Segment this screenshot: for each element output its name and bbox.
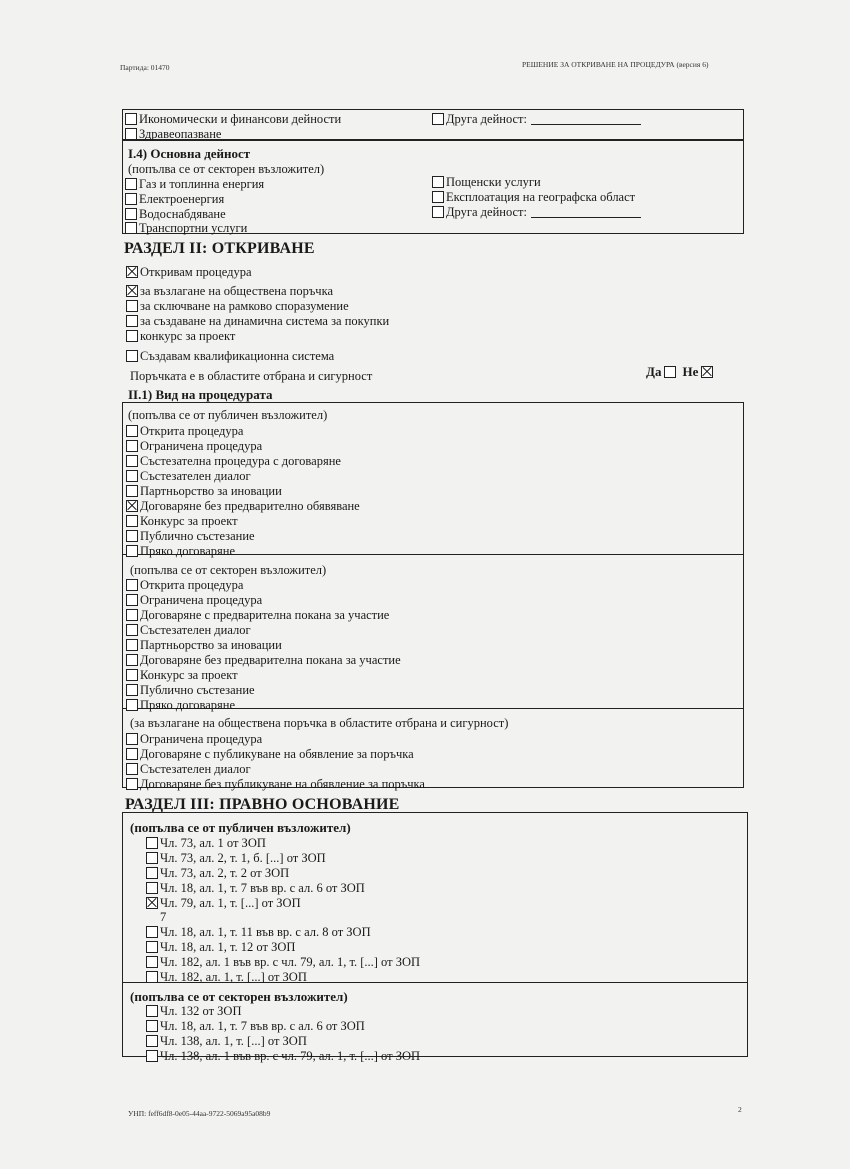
checkbox[interactable]: [146, 971, 158, 983]
checkbox[interactable]: [126, 778, 138, 790]
option-label: Чл. 73, ал. 1 от ЗОП: [160, 836, 266, 850]
main-activity-note: (попълва се от секторен възложител): [128, 162, 325, 176]
option-row[interactable]: [126, 608, 389, 622]
activity-economic[interactable]: Икономически и финансови дейности: [125, 112, 341, 126]
option-row[interactable]: [146, 851, 326, 865]
option-label: Партньорство за иновации: [140, 638, 282, 652]
checkbox[interactable]: [126, 684, 138, 696]
other-main-activity-field[interactable]: [531, 207, 641, 218]
checkbox[interactable]: [126, 440, 138, 452]
option-label: Чл. 73, ал. 2, т. 1, б. [...] от ЗОП: [160, 851, 326, 865]
checkbox-checked[interactable]: [146, 897, 158, 909]
checkbox[interactable]: [146, 1035, 158, 1047]
option-label: Ограничена процедура: [140, 732, 263, 746]
checkbox[interactable]: [126, 654, 138, 666]
option-label: Пряко договаряне: [140, 544, 236, 558]
option-label: Открита процедура: [140, 578, 244, 592]
checkbox[interactable]: [126, 609, 138, 621]
option-row[interactable]: [126, 499, 360, 513]
checkbox[interactable]: [126, 425, 138, 437]
option-label: Ограничена процедура: [140, 439, 263, 453]
checkbox[interactable]: [126, 530, 138, 542]
checkbox[interactable]: [432, 191, 444, 203]
sector-procedure-note: (попълва се от секторен възложител): [130, 563, 327, 577]
for-public-contract[interactable]: за възлагане на обществена поръчка: [126, 284, 333, 298]
option-label: Партньорство за иновации: [140, 484, 282, 498]
activity-healthcare[interactable]: Здравеопазване: [125, 127, 221, 141]
option-row[interactable]: [146, 925, 371, 939]
option-row[interactable]: [126, 747, 414, 761]
for-dynamic-system[interactable]: за създаване на динамична система за покупки: [126, 314, 389, 328]
option-label: Конкурс за проект: [140, 514, 238, 528]
checkbox[interactable]: [126, 350, 138, 362]
checkbox[interactable]: [126, 699, 138, 711]
open-procedure[interactable]: Откривам процедура: [126, 265, 252, 279]
option-row[interactable]: [126, 732, 262, 746]
public-legal-note: (попълва се от публичен възложител): [130, 820, 351, 835]
option-row[interactable]: [126, 529, 255, 543]
option-row[interactable]: [126, 514, 238, 528]
checkbox[interactable]: [126, 300, 138, 312]
option-label: Чл. 132 от ЗОП: [160, 1004, 242, 1018]
sector-legal-note: (попълва се от секторен възложител): [130, 989, 348, 1004]
option-row[interactable]: [146, 970, 307, 984]
checkbox[interactable]: [126, 669, 138, 681]
checkbox[interactable]: [146, 1050, 158, 1062]
checkbox[interactable]: [146, 1005, 158, 1017]
option-label: Ограничена процедура: [140, 593, 263, 607]
procedure-type-title: II.1) Вид на процедурата: [128, 387, 273, 402]
option-label: Чл. 138, ал. 1 във вр. с чл. 79, ал. 1, т. [...] от ЗОП: [160, 1049, 421, 1063]
option-row[interactable]: [126, 762, 251, 776]
checkbox[interactable]: [146, 926, 158, 938]
option-row[interactable]: [146, 1019, 365, 1033]
option-row[interactable]: [126, 578, 243, 592]
option-label: Чл. 18, ал. 1, т. 7 във вр. с ал. 6 от ЗОП: [160, 1019, 365, 1033]
option-label: Публично състезание: [140, 529, 255, 543]
option-label: Договаряне без предварителна покана за участие: [140, 653, 401, 667]
option-label: Договаряне без публикуване на обявление за поръчка: [140, 777, 425, 791]
option-label: Чл. 138, ал. 1, т. [...] от ЗОП: [160, 1034, 307, 1048]
section-2-title: РАЗДЕЛ II: ОТКРИВАНЕ: [124, 240, 315, 257]
option-label: Чл. 79, ал. 1, т. [...] от ЗОП: [160, 896, 301, 910]
for-framework-agreement[interactable]: за сключване на рамково споразумение: [126, 299, 349, 313]
checkbox[interactable]: [146, 837, 158, 849]
option-row[interactable]: [126, 638, 282, 652]
option-row[interactable]: [126, 777, 425, 791]
checkbox[interactable]: [126, 485, 138, 497]
checkbox[interactable]: [432, 206, 444, 218]
option-row[interactable]: [146, 1034, 307, 1048]
checkbox[interactable]: [432, 113, 444, 125]
checkbox[interactable]: [126, 639, 138, 651]
option-label: Чл. 18, ал. 1, т. 7 във вр. с ал. 6 от ЗОП: [160, 881, 365, 895]
option-row[interactable]: [146, 1049, 420, 1063]
activity-geographic[interactable]: Експлоатация на географска област: [432, 190, 635, 204]
main-activity-title: I.4) Основна дейност: [128, 146, 251, 161]
option-label: Конкурс за проект: [140, 668, 238, 682]
option-row[interactable]: [126, 439, 262, 453]
checkbox[interactable]: [125, 178, 137, 190]
unp-code: УНП: feff6df8-0e05-44aa-9722-5069a95a08b9: [128, 1109, 271, 1118]
activity-water[interactable]: Водоснабдяване: [125, 207, 226, 221]
option-row[interactable]: [126, 484, 282, 498]
option-label: Състезателен диалог: [140, 469, 251, 483]
option-row[interactable]: [146, 955, 420, 969]
option-label: Договаряне без предварително обявяване: [140, 499, 360, 513]
option-row[interactable]: [126, 698, 235, 712]
public-procedure-note: (попълва се от публичен възложител): [128, 408, 328, 422]
activity-transport[interactable]: Транспортни услуги: [125, 221, 247, 235]
option-label: Чл. 182, ал. 1, т. [...] от ЗОП: [160, 970, 307, 984]
option-row[interactable]: [126, 683, 255, 697]
option-label: Договаряне с предварителна покана за участие: [140, 608, 390, 622]
option-label: Състезателен диалог: [140, 623, 251, 637]
checkbox[interactable]: [146, 941, 158, 953]
checkbox[interactable]: [125, 128, 137, 140]
checkbox[interactable]: [146, 852, 158, 864]
checkbox[interactable]: [126, 455, 138, 467]
section-3-title: РАЗДЕЛ III: ПРАВНО ОСНОВАНИЕ: [125, 796, 400, 813]
defense-yes-checkbox[interactable]: [664, 366, 676, 378]
checkbox[interactable]: [125, 193, 137, 205]
checkbox[interactable]: [126, 748, 138, 760]
checkbox[interactable]: [126, 545, 138, 557]
checkbox[interactable]: [126, 470, 138, 482]
option-label: Чл. 18, ал. 1, т. 12 от ЗОП: [160, 940, 296, 954]
defense-procedure-note: (за възлагане на обществена поръчка в областите отбрана и сигурност): [130, 716, 509, 730]
option-label: Публично състезание: [140, 683, 255, 697]
checkbox[interactable]: [126, 515, 138, 527]
checkbox[interactable]: [126, 579, 138, 591]
defense-no-checkbox[interactable]: [701, 366, 713, 378]
qualification-system[interactable]: Създавам квалификационна система: [126, 349, 334, 363]
checkbox-checked[interactable]: [126, 500, 138, 512]
checkbox[interactable]: [146, 1020, 158, 1032]
option-row[interactable]: [126, 424, 243, 438]
checkbox[interactable]: [146, 956, 158, 968]
activity-electricity[interactable]: Електроенергия: [125, 192, 224, 206]
checkbox[interactable]: [146, 867, 158, 879]
option-label: Състезателен диалог: [140, 762, 251, 776]
other-activity-field[interactable]: [531, 114, 641, 125]
point-value: 7: [160, 910, 167, 924]
option-row[interactable]: [146, 836, 266, 850]
option-label: Чл. 18, ал. 1, т. 11 във вр. с ал. 8 от ЗОП: [160, 925, 371, 939]
option-row[interactable]: [126, 668, 238, 682]
defense-question: Поръчката е в областите отбрана и сигурност: [130, 369, 373, 383]
for-design-contest[interactable]: конкурс за проект: [126, 329, 235, 343]
option-row[interactable]: [126, 593, 262, 607]
batch-number: Партида: 01470: [120, 63, 170, 72]
checkbox-checked[interactable]: [126, 266, 138, 278]
option-row[interactable]: [126, 469, 251, 483]
option-label: Състезателна процедура с договаряне: [140, 454, 341, 468]
activity-postal[interactable]: Пощенски услуги: [432, 175, 541, 189]
option-label: Чл. 73, ал. 2, т. 2 от ЗОП: [160, 866, 290, 880]
option-row[interactable]: [126, 623, 251, 637]
option-row[interactable]: [146, 896, 301, 910]
checkbox[interactable]: [126, 763, 138, 775]
checkbox[interactable]: [125, 222, 137, 234]
document-title: РЕШЕНИЕ ЗА ОТКРИВАНЕ НА ПРОЦЕДУРА (версия 6): [522, 60, 709, 69]
option-label: Открита процедура: [140, 424, 244, 438]
option-label: Пряко договаряне: [140, 698, 236, 712]
defense-yes-no: Да Не: [646, 365, 715, 379]
activity-other-main[interactable]: Друга дейност:: [432, 205, 641, 219]
checkbox[interactable]: [125, 208, 137, 220]
checkbox[interactable]: [126, 733, 138, 745]
option-row[interactable]: [146, 940, 295, 954]
checkbox[interactable]: [126, 594, 138, 606]
checkbox[interactable]: [126, 624, 138, 636]
activity-gas[interactable]: Газ и топлинна енергия: [125, 177, 264, 191]
option-row[interactable]: [146, 881, 365, 895]
page-number: 2: [738, 1105, 742, 1114]
activity-other[interactable]: Друга дейност:: [432, 112, 641, 126]
checkbox[interactable]: [126, 330, 138, 342]
checkbox[interactable]: [432, 176, 444, 188]
option-label: Договаряне с публикуване на обявление за поръчка: [140, 747, 414, 761]
checkbox[interactable]: [146, 882, 158, 894]
checkbox[interactable]: [126, 315, 138, 327]
option-row[interactable]: [146, 1004, 241, 1018]
checkbox-checked[interactable]: [126, 285, 138, 297]
option-label: Чл. 182, ал. 1 във вр. с чл. 79, ал. 1, т. [...] от ЗОП: [160, 955, 421, 969]
option-row[interactable]: [126, 454, 341, 468]
checkbox[interactable]: [125, 113, 137, 125]
option-row[interactable]: [126, 544, 235, 558]
option-row[interactable]: [146, 866, 289, 880]
option-row[interactable]: [126, 653, 401, 667]
